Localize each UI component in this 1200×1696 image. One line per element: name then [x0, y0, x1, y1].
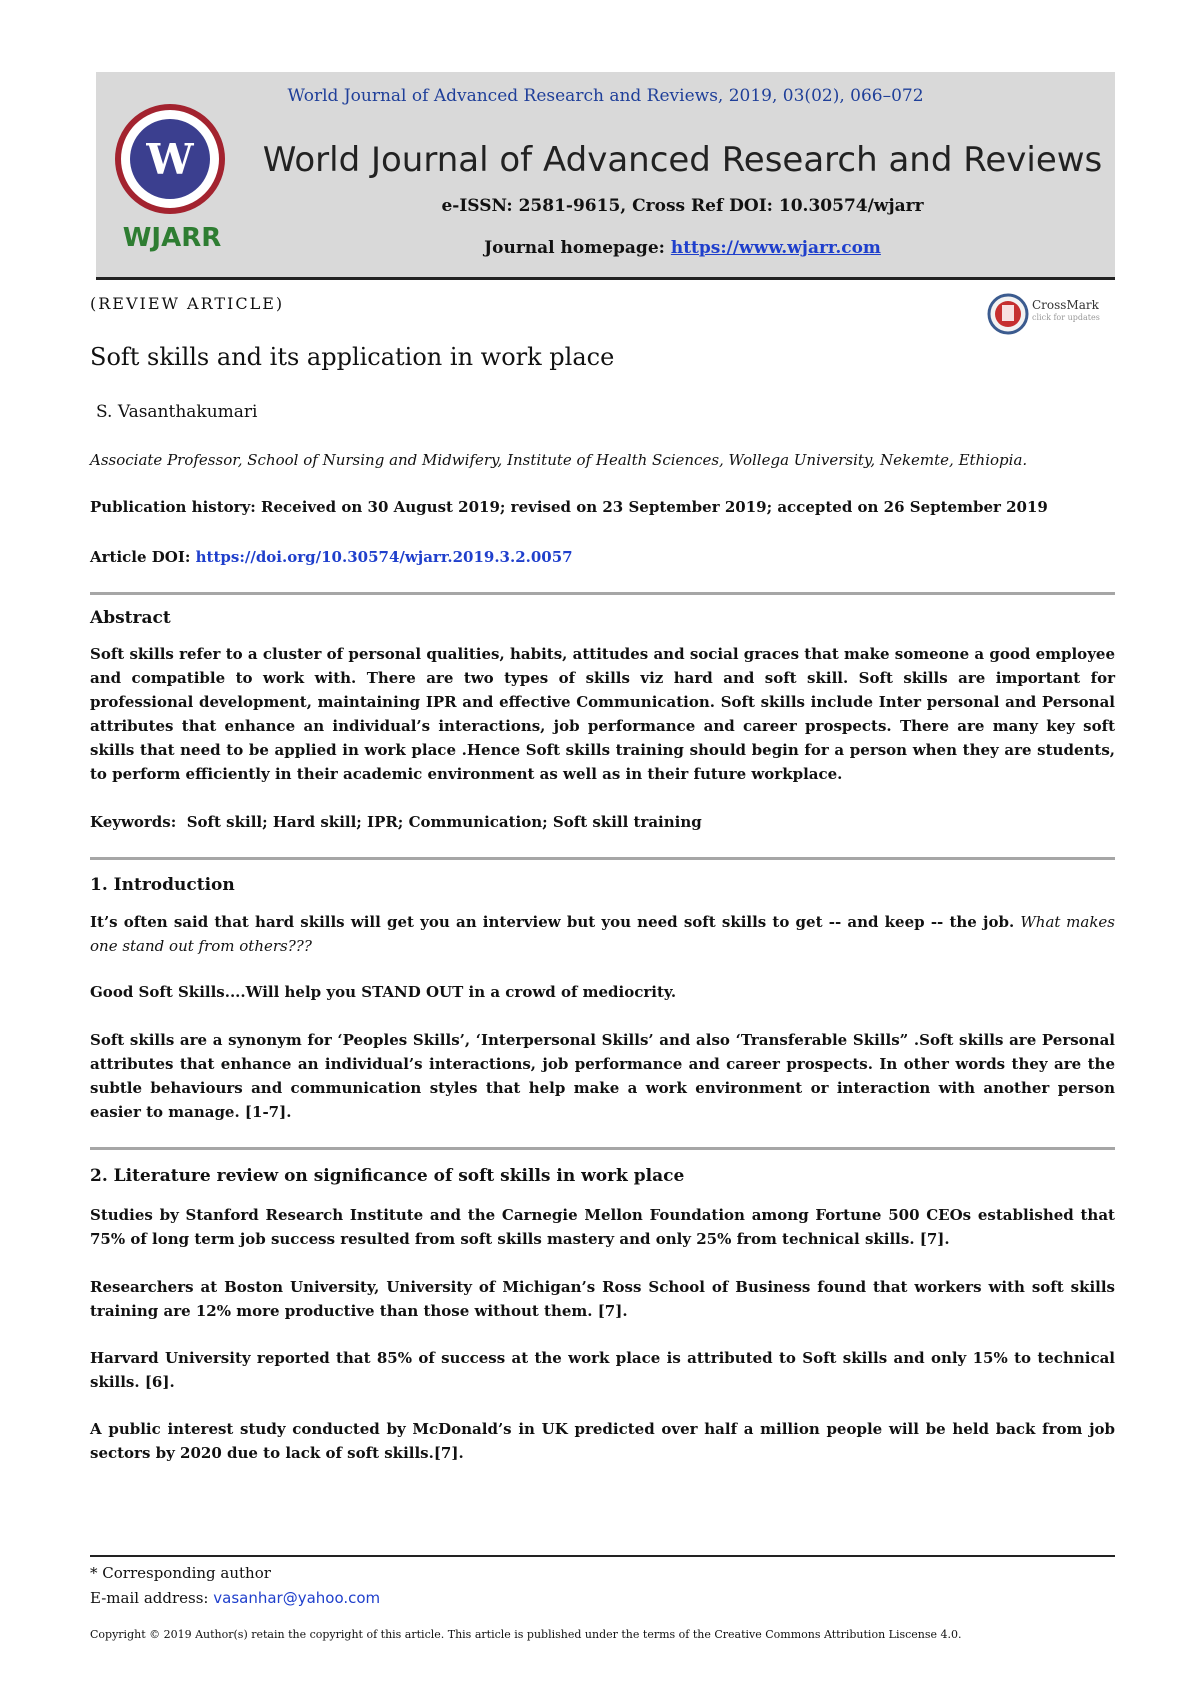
abstract-heading: Abstract — [90, 608, 171, 628]
crossmark-icon[interactable] — [987, 293, 1029, 335]
section-divider — [90, 592, 1115, 595]
section-divider — [90, 1147, 1115, 1150]
journal-title: World Journal of Advanced Research and Reviews — [262, 140, 1103, 180]
intro-p1-italic: What makes one stand out from others??? — [90, 913, 1115, 955]
email-line — [90, 1589, 380, 1607]
footnote-divider — [90, 1555, 1115, 1557]
journal-issn: e-ISSN: 2581-9615, Cross Ref DOI: 10.30574/wjarr — [441, 196, 924, 216]
keywords-label: Keywords: — [90, 813, 177, 831]
article-type: (REVIEW ARTICLE) — [90, 294, 285, 313]
intro-p1-text: It’s often said that hard skills will get you an interview but you need soft skills to get -- and keep -- the job. — [90, 913, 1015, 931]
introduction-paragraph — [90, 910, 1115, 958]
article-doi — [90, 548, 573, 566]
crossmark-label[interactable]: CrossMark — [1032, 298, 1099, 312]
homepage-label: Journal homepage: — [484, 238, 671, 258]
keywords-line — [90, 810, 1115, 834]
doi-label: Article DOI: — [90, 548, 196, 566]
introduction-heading: 1. Introduction — [90, 875, 235, 895]
journal-homepage — [250, 238, 1115, 258]
introduction-paragraph: Soft skills are a synonym for ‘Peoples Skills’, ‘Interpersonal Skills’ and also ‘Transferable Skills” .Soft skills are Personal attributes that enhance an individual’s interactions, job performance and career prospects. In other words they are the subtle behaviours and communication styles that help make a work environment or interaction with another person easier to manage. [1-7]. — [90, 1031, 1115, 1121]
logo-letter: W — [146, 135, 194, 184]
journal-logo-icon — [112, 104, 228, 220]
literature-heading: 2. Literature review on significance of soft skills in work place — [90, 1166, 685, 1186]
journal-citation: World Journal of Advanced Research and Reviews, 2019, 03(02), 066–072 — [287, 86, 924, 106]
abstract-text: Soft skills refer to a cluster of personal qualities, habits, attitudes and social graces that make someone a good employee and compatible to work with. There are two types of skills viz hard and soft skill. Soft skills are important for professional development, maintaining IPR and effective Communication. Soft skills include Inter personal and Personal attributes that enhance an individual’s interactions, job performance and career prospects. There are many key soft skills that need to be applied in work place .Hence Soft skills training should begin for a person when they are students, to perform efficiently in their academic environment as well as in their future workplace. — [90, 645, 1115, 783]
email-label: E-mail address: — [90, 1589, 214, 1607]
paper-title: Soft skills and its application in work place — [90, 343, 615, 371]
doi-link[interactable]: https://doi.org/10.30574/wjarr.2019.3.2.0057 — [195, 548, 573, 566]
literature-paragraph: Studies by Stanford Research Institute and the Carnegie Mellon Foundation among Fortune 500 CEOs established that 75% of long term job success resulted from soft skills mastery and only 25% from technical skills. [7]. — [90, 1206, 1115, 1248]
copyright-notice: Copyright © 2019 Author(s) retain the copyright of this article. This article is published under the terms of the Creative Commons Attribution Liscense 4.0. — [90, 1628, 962, 1641]
literature-paragraph: A public interest study conducted by McDonald’s in UK predicted over half a million people will be held back from job sectors by 2020 due to lack of soft skills.[7]. — [90, 1420, 1115, 1462]
author-affiliation: Associate Professor, School of Nursing and Midwifery, Institute of Health Sciences, Wollega University, Nekemte, Ethiopia. — [90, 451, 1028, 469]
author-name: S. Vasanthakumari — [96, 402, 258, 422]
keywords-list: Soft skill; Hard skill; IPR; Communication; Soft skill training — [186, 813, 702, 831]
crossmark-sublabel: click for updates — [1032, 313, 1100, 322]
section-divider — [90, 857, 1115, 860]
email-link[interactable]: vasanhar@yahoo.com — [213, 1589, 381, 1607]
logo-wordmark: WJARR — [122, 223, 222, 253]
publication-history: Publication history: Received on 30 August 2019; revised on 23 September 2019; accepted on 26 September 2019 — [90, 498, 1048, 516]
homepage-link[interactable]: https://www.wjarr.com — [670, 238, 881, 258]
introduction-paragraph: Good Soft Skills....Will help you STAND OUT in a crowd of mediocrity. — [90, 983, 677, 1001]
literature-paragraph: Harvard University reported that 85% of success at the work place is attributed to Soft skills and only 15% to technical skills. [6]. — [90, 1349, 1115, 1391]
corresponding-author-note: * Corresponding author — [90, 1564, 271, 1582]
literature-paragraph: Researchers at Boston University, University of Michigan’s Ross School of Business found that workers with soft skills training are 12% more productive than those without them. [7]. — [90, 1278, 1115, 1320]
